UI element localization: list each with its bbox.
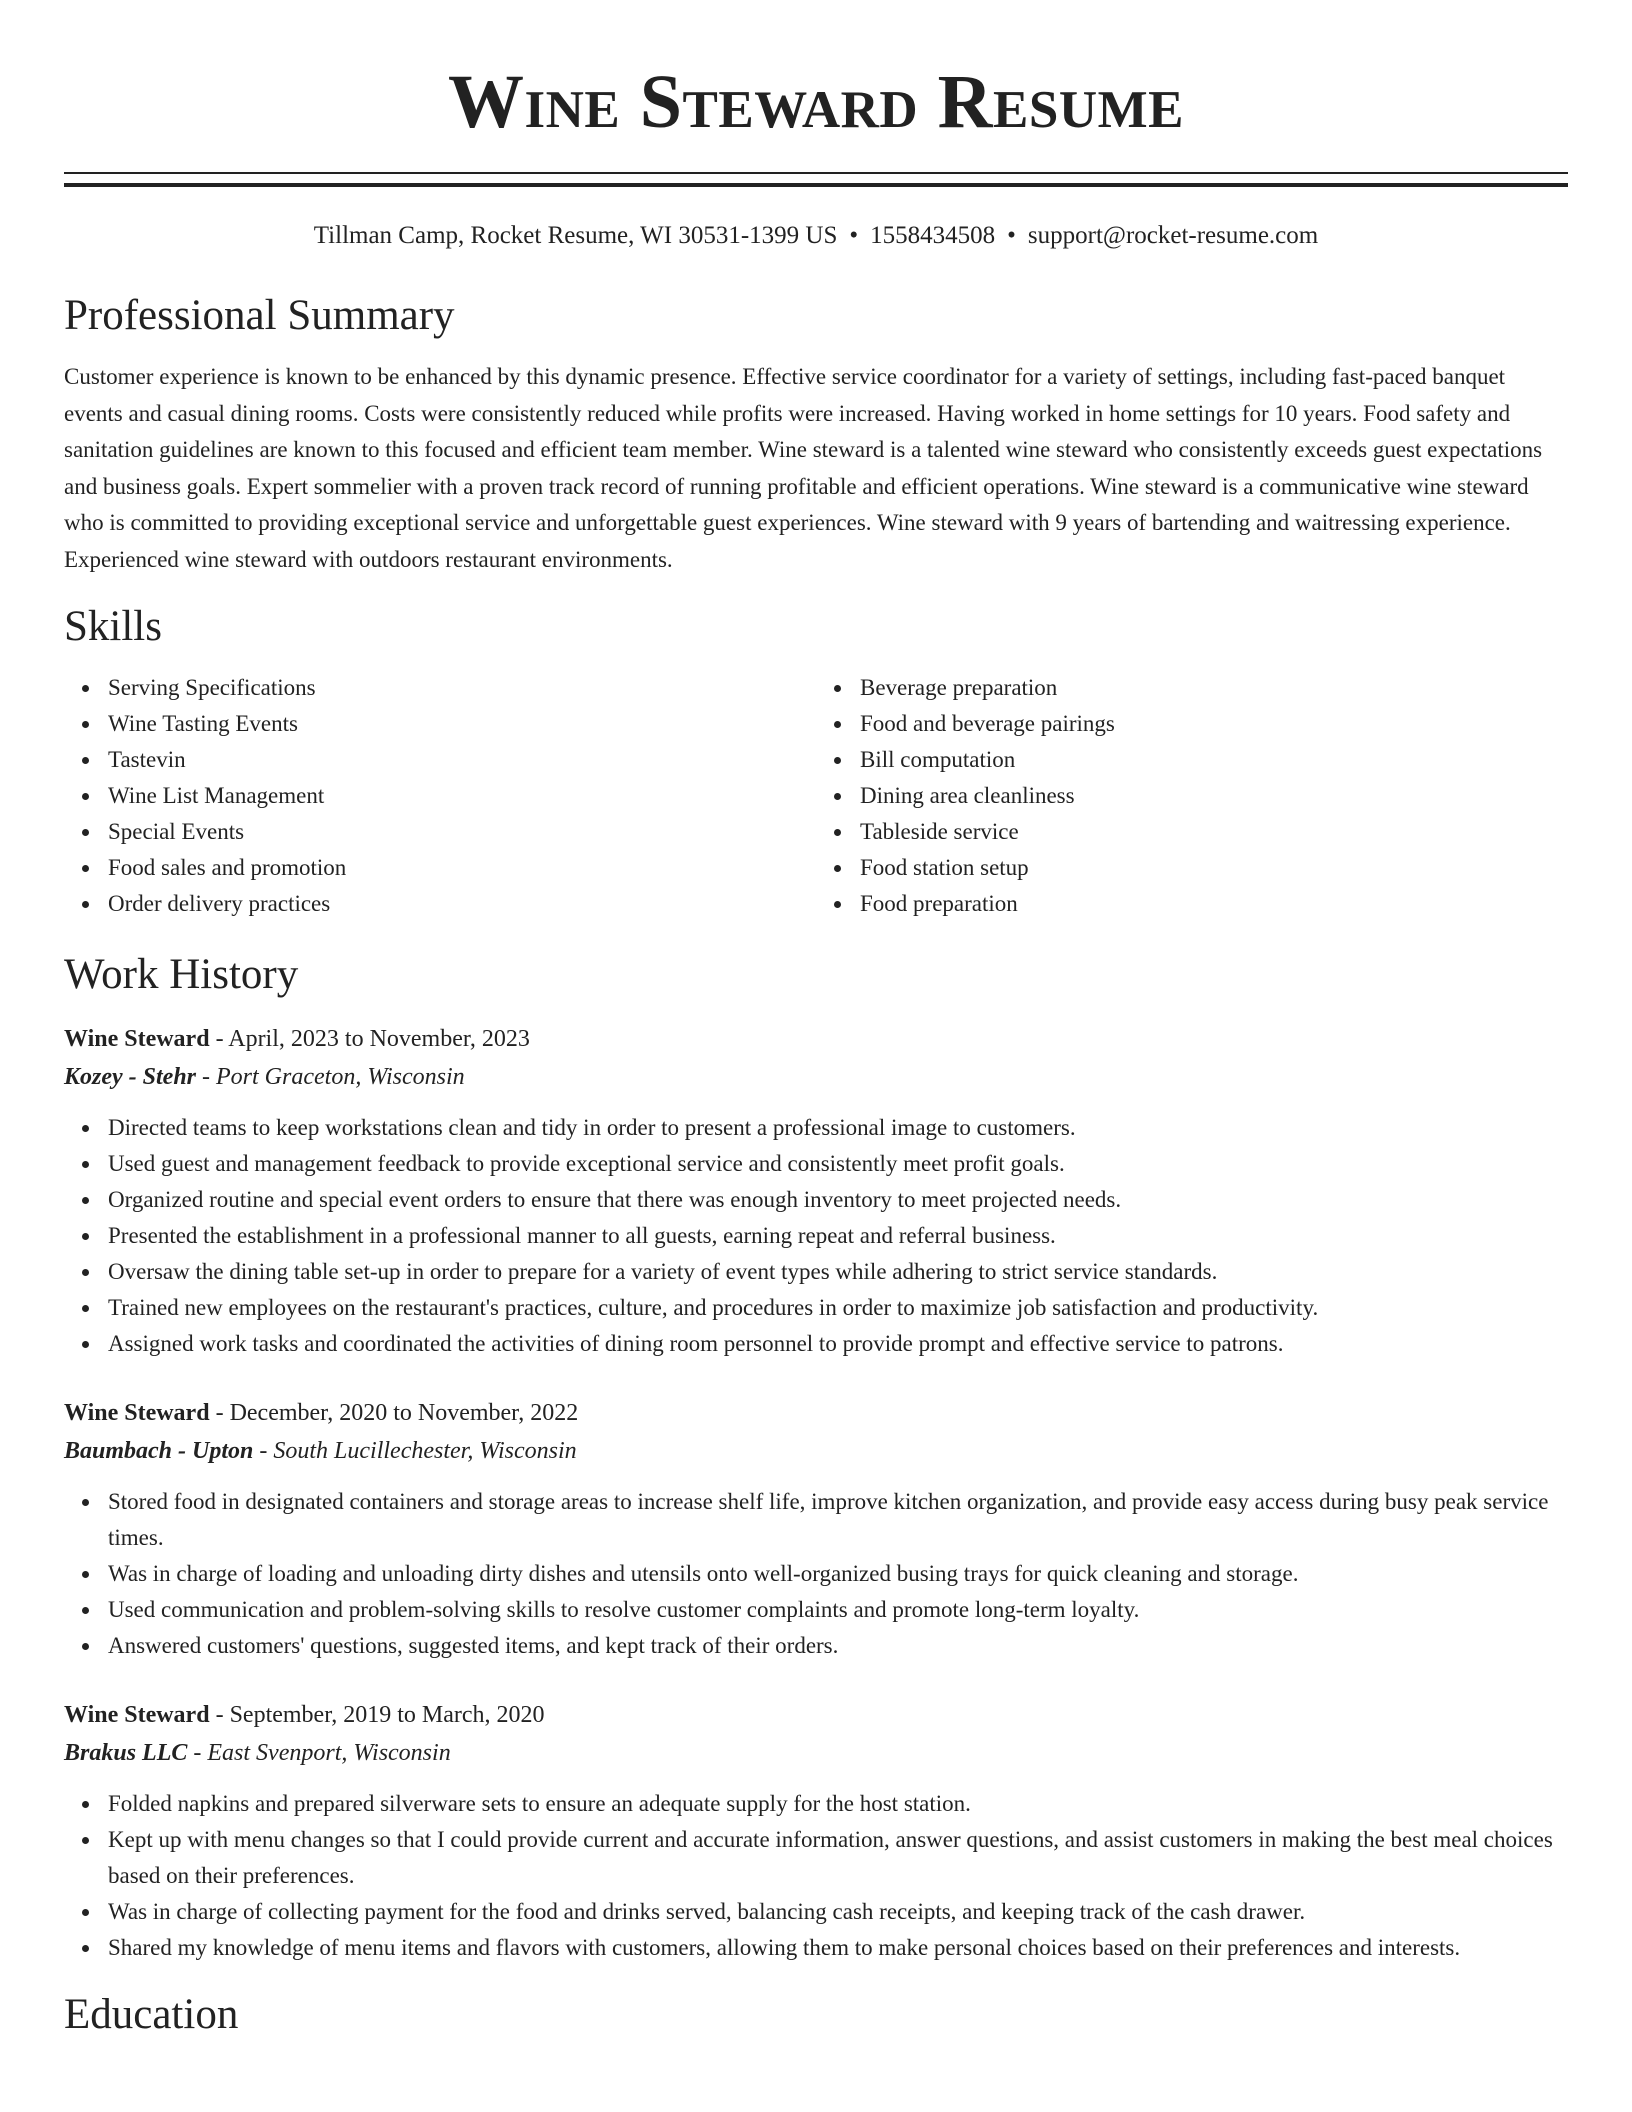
job-entry — [64, 1696, 1568, 1966]
summary-text: Customer experience is known to be enhanced by this dynamic presence. Effective service coordinator for a variety of settings, including fast-paced banquet events and casual dining rooms. Costs were consistently reduced while profits were increased. Having worked in home settings for 10 years. Food safety and sanitation guidelines are known to this focused and efficient team member. Wine steward is a talented wine steward who consistently exceeds guest expectations and business goals. Expert sommelier with a proven track record of running profitable and efficient operations. Wine steward is a communicative wine steward who is committed to providing exceptional service and unforgettable guest experiences. Wine steward with 9 years of bartending and waitressing experience. Experienced wine steward with outdoors restaurant environments. — [64, 364, 1543, 572]
job-bullet: Organized routine and special event orders to ensure that there was enough inventory to meet projected needs. — [108, 1182, 1568, 1218]
job-title-line — [64, 1696, 1568, 1734]
skill-item: Serving Specifications — [108, 670, 816, 706]
job-bullet: Kept up with menu changes so that I could provide current and accurate information, answer questions, and assist customers in making the best meal choices based on their preferences. — [108, 1822, 1568, 1894]
job-dash: - — [209, 1400, 230, 1426]
job-dash: - — [209, 1702, 230, 1728]
skill-item: Beverage preparation — [860, 670, 1568, 706]
job-location: South Lucillechester, Wisconsin — [273, 1438, 577, 1464]
job-bullet: Oversaw the dining table set-up in order to prepare for a variety of event types while adhering to strict service standards. — [108, 1254, 1568, 1290]
work-history-heading: Work History — [64, 951, 299, 998]
skills-heading: Skills — [64, 603, 162, 650]
contact-separator: • — [1007, 222, 1016, 249]
job-bullets — [64, 1786, 1568, 1966]
job-dash: - — [187, 1740, 208, 1766]
employer-name: Kozey - Stehr — [64, 1064, 196, 1090]
employer-name: Brakus LLC — [64, 1740, 188, 1766]
skill-item: Wine Tasting Events — [108, 706, 816, 742]
job-dates: September, 2019 to March, 2020 — [229, 1702, 545, 1728]
job-bullet: Was in charge of loading and unloading dirty dishes and utensils onto well-organized busing trays for quick cleaning and storage. — [108, 1556, 1568, 1592]
job-bullet: Assigned work tasks and coordinated the activities of dining room personnel to provide prompt and effective service to patrons. — [108, 1326, 1568, 1362]
contact-phone: 1558434508 — [870, 222, 996, 249]
job-bullet: Trained new employees on the restaurant's practices, culture, and procedures in order to maximize job satisfaction and productivity. — [108, 1290, 1568, 1326]
resume-title: Wine Steward Resume — [447, 60, 1185, 144]
employer-line — [64, 1734, 1568, 1772]
job-dash: - — [209, 1026, 229, 1052]
job-entry — [64, 1394, 1568, 1664]
job-title-line — [64, 1394, 1568, 1432]
job-bullet: Was in charge of collecting payment for the food and drinks served, balancing cash receipts, and keeping track of the cash drawer. — [108, 1894, 1568, 1930]
title-divider — [64, 172, 1568, 187]
skill-item: Food and beverage pairings — [860, 706, 1568, 742]
job-dates: April, 2023 to November, 2023 — [228, 1026, 530, 1052]
job-entry — [64, 1020, 1568, 1362]
contact-email: support@rocket-resume.com — [1027, 222, 1319, 249]
job-title-line — [64, 1020, 1568, 1058]
skill-item: Food station setup — [860, 850, 1568, 886]
job-dates: December, 2020 to November, 2022 — [229, 1400, 579, 1426]
job-title: Wine Steward — [64, 1702, 210, 1728]
skill-item: Bill computation — [860, 742, 1568, 778]
skill-item: Food sales and promotion — [108, 850, 816, 886]
summary-heading: Professional Summary — [64, 292, 455, 339]
job-bullet: Shared my knowledge of menu items and flavors with customers, allowing them to make personal choices based on their preferences and interests. — [108, 1930, 1568, 1966]
skills-column-left — [64, 670, 816, 922]
skill-item: Food preparation — [860, 886, 1568, 922]
skill-item: Tastevin — [108, 742, 816, 778]
employer-line — [64, 1058, 1568, 1096]
skills-column-right — [816, 670, 1568, 922]
skills-list — [64, 670, 1568, 922]
job-bullets — [64, 1484, 1568, 1664]
job-bullet: Presented the establishment in a professional manner to all guests, earning repeat and referral business. — [108, 1218, 1568, 1254]
skill-item: Wine List Management — [108, 778, 816, 814]
employer-name: Baumbach - Upton — [64, 1438, 254, 1464]
skill-item: Order delivery practices — [108, 886, 816, 922]
employer-line — [64, 1432, 1568, 1470]
contact-separator: • — [849, 222, 859, 249]
job-title: Wine Steward — [64, 1026, 210, 1052]
contact-line — [64, 221, 1568, 251]
job-dash: - — [253, 1438, 274, 1464]
skill-item: Dining area cleanliness — [860, 778, 1568, 814]
job-location: East Svenport, Wisconsin — [207, 1740, 451, 1766]
job-bullet: Folded napkins and prepared silverware sets to ensure an adequate supply for the host station. — [108, 1786, 1568, 1822]
job-bullet: Used communication and problem-solving skills to resolve customer complaints and promote long-term loyalty. — [108, 1592, 1568, 1628]
job-bullets — [64, 1110, 1568, 1362]
job-dash: - — [196, 1064, 216, 1090]
skill-item: Special Events — [108, 814, 816, 850]
job-bullet: Answered customers' questions, suggested items, and kept track of their orders. — [108, 1628, 1568, 1664]
job-bullet: Directed teams to keep workstations clean and tidy in order to present a professional image to customers. — [108, 1110, 1568, 1146]
job-title: Wine Steward — [64, 1400, 210, 1426]
job-location: Port Graceton, Wisconsin — [216, 1064, 465, 1090]
job-bullet: Used guest and management feedback to provide exceptional service and consistently meet profit goals. — [108, 1146, 1568, 1182]
job-bullet: Stored food in designated containers and storage areas to increase shelf life, improve kitchen organization, and provide easy access during busy peak service times. — [108, 1484, 1568, 1556]
contact-address: Tillman Camp, Rocket Resume, WI 30531-1399 US — [313, 222, 838, 249]
education-heading: Education — [64, 1991, 239, 2038]
skill-item: Tableside service — [860, 814, 1568, 850]
